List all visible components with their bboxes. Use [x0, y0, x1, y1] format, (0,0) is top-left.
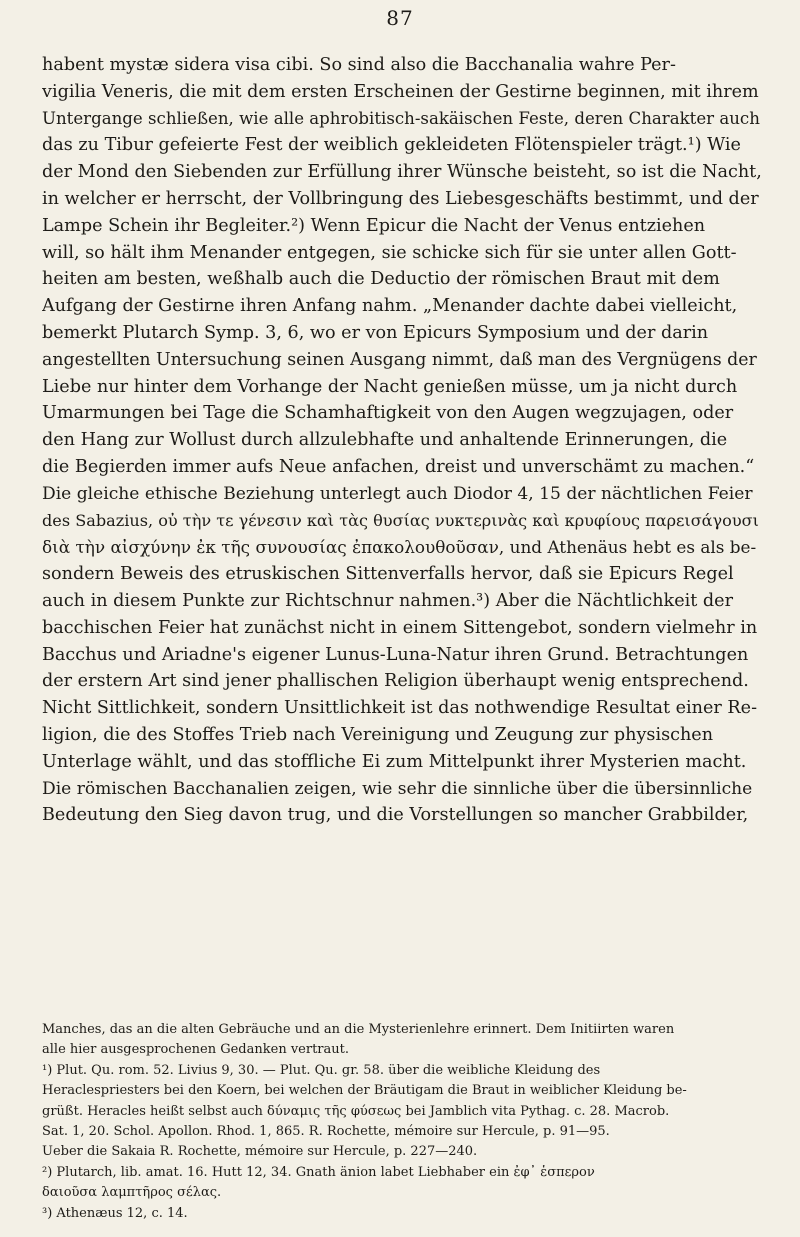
text-line: vigilia Veneris, die mit dem ersten Erscheinen der Gestirne beginnen, mit ihrem	[42, 81, 759, 102]
page-number: 87	[386, 6, 414, 30]
text-line: Bedeutung den Sieg davon trug, und die Vorstellungen so mancher Grabbilder,	[42, 805, 749, 826]
text-line: die Begierden immer aufs Neue anfachen, dreist und unverschämt zu machen.“	[42, 456, 755, 477]
text-line: Umarmungen bei Tage die Schamhaftigkeit von den Augen wegzujagen, oder	[42, 403, 734, 424]
text-line: Bacchus und Ariadne's eigener Lunus-Luna-Natur ihren Grund. Betrachtungen	[42, 644, 749, 665]
footnote-line: δαιοῦσα λαμπτῆρος σέλας.	[42, 1185, 222, 1201]
text-line: des Sabazius, οὐ τὴν τε γένεσιν καὶ τὰς θυσίας νυκτερινὰς καὶ κρυφίους παρεισάγουσι	[42, 510, 759, 530]
text-line: den Hang zur Wollust durch allzulebhafte und anhaltende Erinnerungen, die	[42, 430, 728, 451]
text-line: Aufgang der Gestirne ihren Anfang nahm. „Menander dachte dabei vielleicht,	[42, 296, 738, 317]
footnotes	[42, 1020, 762, 1224]
footnote-line: ³) Athenæus 12, c. 14.	[42, 1205, 188, 1221]
footnote-line: Sat. 1, 20. Schol. Apollon. Rhod. 1, 865. R. Rochette, mémoire sur Hercule, p. 91—95.	[42, 1124, 610, 1140]
text-line: bacchischen Feier hat zunächst nicht in einem Sittengebot, sondern vielmehr in	[42, 617, 758, 638]
text-line: Unterlage wählt, und das stoffliche Ei zum Mittelpunkt ihrer Mysterien macht.	[42, 751, 747, 772]
footnote-line: Heraclespriesters bei den Koern, bei welchen der Bräutigam die Braut in weiblicher Kleidung be-	[42, 1083, 687, 1099]
text-line: ligion, die des Stoffes Trieb nach Vereinigung und Zeugung zur physischen	[42, 724, 714, 745]
text-line: auch in diesem Punkte zur Richtschnur nahmen.³) Aber die Nächtlichkeit der	[42, 590, 733, 611]
text-line: das zu Tibur gefeierte Fest der weiblich gekleideten Flötenspieler trägt.¹) Wie	[42, 135, 741, 156]
footnote-line: grüßt. Heracles heißt selbst auch δύναμις τῆς φύσεως bei Jamblich vita Pythag. c. 28. Macrob.	[42, 1103, 670, 1119]
footnote-line: ²) Plutarch, lib. amat. 16. Hutt 12, 34. Gnath änion labet Liebhaber ein ἐφ᾽ ἑσπερον	[42, 1164, 595, 1180]
text-line: bemerkt Plutarch Symp. 3, 6, wo er von Epicurs Symposium und der darin	[42, 322, 709, 343]
footnote-line: Ueber die Sakaia R. Rochette, mémoire sur Hercule, p. 227—240.	[42, 1144, 478, 1160]
text-line: Liebe nur hinter dem Vorhange der Nacht genießen müsse, um ja nicht durch	[42, 376, 738, 397]
text-line: διὰ τὴν αἰσχύνην ἐκ τῆς συνουσίας ἐπακολουθοῦσαν, und Athenäus hebt es als be-	[42, 537, 757, 558]
text-line: Nicht Sittlichkeit, sondern Unsittlichkeit ist das nothwendige Resultat einer Re-	[42, 698, 758, 719]
text-line: will, so hält ihm Menander entgegen, sie schicke sich für sie unter allen Gott-	[42, 242, 737, 263]
text-line: Die römischen Bacchanalien zeigen, wie sehr die sinnliche über die übersinnliche	[42, 778, 753, 799]
text-line: sondern Beweis des etruskischen Sittenverfalls hervor, daß sie Epicurs Regel	[42, 564, 734, 585]
text-line: habent mystæ sidera visa cibi. So sind also die Bacchanalia wahre Per-	[42, 55, 676, 75]
text-line: angestellten Untersuchung seinen Ausgang nimmt, daß man des Vergnügens der	[42, 349, 757, 370]
text-line: heiten am besten, weßhalb auch die Deductio der römischen Braut mit dem	[42, 269, 720, 290]
text-line: Die gleiche ethische Beziehung unterlegt auch Diodor 4, 15 der nächtlichen Feier	[42, 483, 753, 504]
text-line: Lampe Schein ihr Begleiter.²) Wenn Epicur die Nacht der Venus entziehen	[42, 215, 706, 236]
text-line: in welcher er herrscht, der Vollbringung des Liebesgeschäfts bestimmt, und der	[42, 188, 759, 209]
text-line: der Mond den Siebenden zur Erfüllung ihrer Wünsche beisteht, so ist die Nacht,	[42, 162, 762, 183]
footnote-line: Manches, das an die alten Gebräuche und an die Mysterienlehre erinnert. Dem Initiirten waren	[42, 1022, 675, 1037]
footnote-line: alle hier ausgesprochenen Gedanken vertraut.	[42, 1042, 349, 1058]
text-line: der erstern Art sind jener phallischen Religion überhaupt wenig entsprechend.	[42, 671, 749, 692]
text-line: Untergange schließen, wie alle aphrobitisch-sakäischen Feste, deren Charakter auch	[42, 108, 760, 128]
footnote-line: ¹) Plut. Qu. rom. 52. Livius 9, 30. — Plut. Qu. gr. 58. über die weibliche Kleidung des	[42, 1062, 601, 1078]
main-text	[42, 52, 762, 829]
